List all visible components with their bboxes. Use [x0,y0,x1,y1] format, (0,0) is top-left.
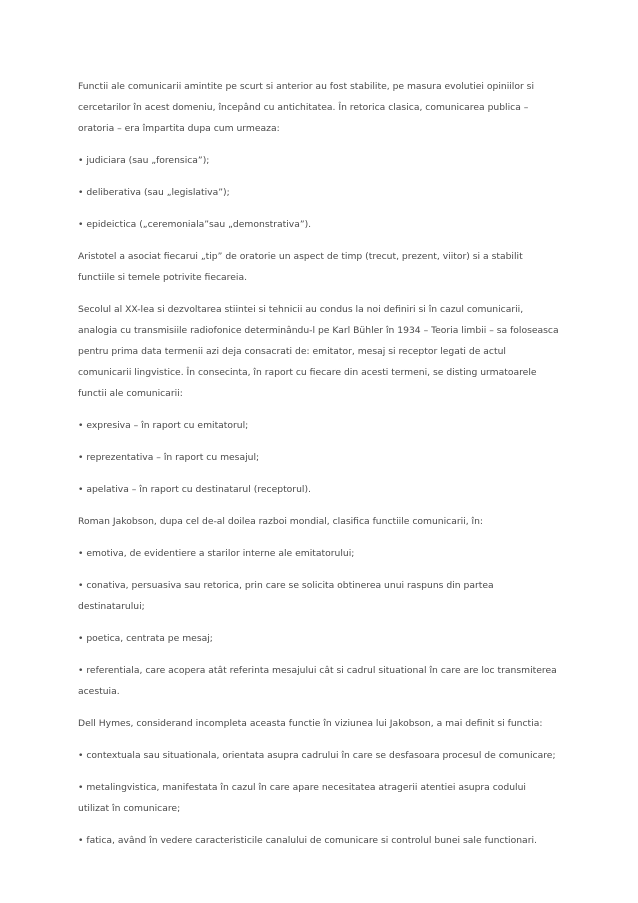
list-item-fatica: • fatica, având în vedere caracteristicile canalului de comunicare si controlul bunei sale functionari. [78,835,537,846]
list-item-reprezentativa: • reprezentativa – în raport cu mesajul; [78,452,260,463]
document-body [78,76,560,862]
paragraph-dell-hymes: Dell Hymes, considerand incompleta aceasta functie în viziunea lui Jakobson, a mai definit si functia: [78,718,543,729]
list-item-conativa: • conativa, persuasiva sau retorica, prin care se solicita obtinerea unui raspuns din partea destinatarului; [78,580,494,612]
list-item-epideictica: • epideictica („ceremoniala”sau „demonstrativa”). [78,219,312,230]
paragraph-jakobson: Roman Jakobson, dupa cel de-al doilea razboi mondial, clasifica functiile comunicarii, în: [78,516,484,527]
list-item-apelativa: • apelativa – în raport cu destinatarul (receptorul). [78,484,311,495]
list-item-judiciara: • judiciara (sau „forensica”); [78,155,210,166]
list-item-emotiva: • emotiva, de evidentiere a starilor interne ale emitatorului; [78,548,355,559]
paragraph-secolul-xx: Secolul al XX-lea si dezvoltarea stiintei si tehnicii au condus la noi definiri si în cazul comunicarii, analogia cu transmisiile radiofonice determinându-l pe Karl Bühler în 1934 – Teoria limbii – sa foloseasca pentru prima data termenii azi deja consacrati de: emitator, mesaj si receptor legati de actul comunicarii lingvistice. În consecinta, în raport cu fiecare din acesti termeni, se disting urmatoarele functii ale comunicarii: [78,304,559,399]
list-item-expresiva: • expresiva – în raport cu emitatorul; [78,420,249,431]
list-item-referentiala: • referentiala, care acopera atât referinta mesajului cât si cadrul situational în care are loc transmiterea acestuia. [78,665,557,697]
paragraph-intro: Functii ale comunicarii amintite pe scurt si anterior au fost stabilite, pe masura evolutiei opiniilor si cercetarilor în acest domeniu, începând cu antichitatea. În retorica clasica, comunicarea publica – oratoria – era împartita dupa cum urmeaza: [78,81,535,134]
paragraph-aristotel: Aristotel a asociat fiecarui „tip” de oratorie un aspect de timp (trecut, prezent, viitor) si a stabilit functiile si temele potrivite fiecareia. [78,251,523,283]
list-item-poetica: • poetica, centrata pe mesaj; [78,633,213,644]
list-item-metalingvistica: • metalingvistica, manifestata în cazul în care apare necesitatea atragerii atentiei asupra codului utilizat în comunicare; [78,782,526,814]
list-item-contextuala: • contextuala sau situationala, orientata asupra cadrului în care se desfasoara procesul de comunicare; [78,750,556,761]
list-item-deliberativa: • deliberativa (sau „legislativa”); [78,187,230,198]
